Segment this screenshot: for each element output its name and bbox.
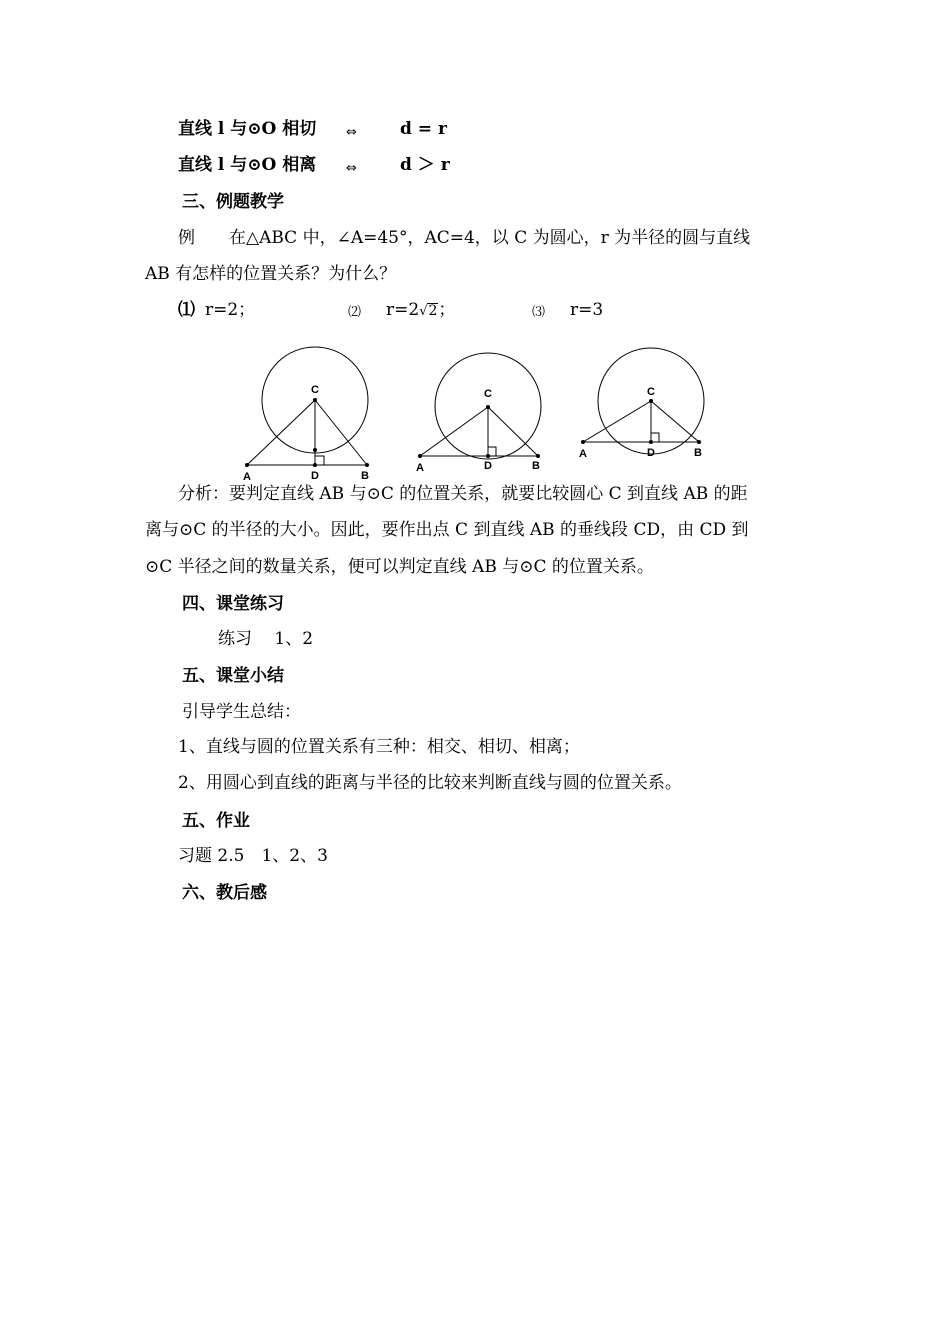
point-a-figure-3 (581, 440, 585, 444)
case-1-value: r=2； (205, 300, 256, 320)
section-heading: 三、例题教学 (182, 192, 284, 212)
label-c-figure-2: C (484, 388, 492, 400)
case-2-prefix: r=2 (386, 300, 420, 320)
point-c-figure-3 (649, 399, 653, 403)
section-heading: 四、课堂练习 (182, 594, 284, 614)
relation-separate-left: 直线 l 与⊙O 相离 (178, 155, 317, 175)
analysis-line3: ⊙C 半径之间的数量关系，便可以判定直线 AB 与⊙C 的位置关系。 (145, 557, 654, 577)
label-b-figure-1: B (361, 470, 369, 482)
case-2-suffix: ； (438, 300, 456, 320)
case-3-value: r=3 (570, 300, 604, 320)
point-d-figure-3 (649, 440, 653, 444)
point-d-figure-2 (486, 454, 490, 458)
relation-separate-right: d ＞ r (400, 155, 450, 175)
equivalence-arrow: ⇔ (346, 125, 357, 140)
summary-point-2: 2、用圆心到直线的距离与半径的比较来判断直线与圆的位置关系。 (178, 773, 682, 793)
label-b-figure-3: B (694, 447, 702, 459)
label-a-figure-3: A (579, 448, 587, 460)
summary-point-1: 1、直线与圆的位置关系有三种：相交、相切、相离； (178, 737, 580, 757)
label-d-figure-1: D (311, 470, 319, 482)
line-ac-figure-1 (247, 400, 315, 465)
point-b-figure-1 (365, 463, 369, 467)
label-c-figure-1: C (311, 384, 319, 396)
point-a-figure-1 (245, 463, 249, 467)
homework-text: 习题 2.5 1、2、3 (178, 846, 328, 866)
point-c-figure-2 (486, 405, 490, 409)
point-d-figure-1 (313, 463, 317, 467)
practice-text: 练习 1、2 (218, 629, 314, 649)
label-a-figure-1: A (243, 471, 251, 483)
line-ac-figure-3 (583, 401, 651, 442)
equivalence-arrow: ⇔ (346, 161, 357, 176)
figures (0, 335, 950, 485)
point-b-figure-2 (536, 454, 540, 458)
sqrt-icon: √ (419, 304, 428, 319)
line-bc-figure-1 (315, 400, 367, 465)
label-a-figure-2: A (416, 462, 424, 474)
case-2-radicand: 2 (428, 303, 438, 319)
point-a-figure-2 (418, 454, 422, 458)
case-2-value (386, 299, 455, 323)
analysis-line2: 离与⊙C 的半径的大小。因此，要作出点 C 到直线 AB 的垂线段 CD，由 CD 到 (145, 520, 749, 540)
case-3-label: ⑶ (532, 304, 546, 319)
example-prefix: 例 (178, 228, 195, 248)
point-b-figure-3 (697, 440, 701, 444)
relation-tangent-left: 直线 l 与⊙O 相切 (178, 119, 317, 139)
analysis-line1: 分析：要判定直线 AB 与⊙C 的位置关系，就要比较圆心 C 到直线 AB 的距 (178, 484, 748, 504)
point-mid-figure-1 (313, 448, 317, 452)
case-1-label: ⑴ (178, 300, 195, 320)
label-c-figure-3: C (647, 386, 655, 398)
section-heading: 五、作业 (182, 811, 250, 831)
label-d-figure-3: D (647, 447, 655, 459)
point-c-figure-1 (313, 398, 317, 402)
line-bc-figure-3 (651, 401, 699, 442)
section-heading: 五、课堂小结 (182, 666, 284, 686)
example-text-line2: AB 有怎样的位置关系？为什么？ (145, 264, 397, 284)
case-2-label: ⑵ (348, 304, 362, 319)
label-d-figure-2: D (484, 460, 492, 472)
label-b-figure-2: B (532, 460, 540, 472)
example-text-line1: 在△ABC 中，∠A=45°，AC=4，以 C 为圆心，r 为半径的圆与直线 (229, 228, 751, 248)
summary-intro: 引导学生总结： (182, 702, 301, 722)
section-heading: 六、教后感 (182, 883, 267, 903)
relation-tangent-right: d = r (400, 119, 447, 139)
line-ac-figure-2 (420, 407, 488, 456)
